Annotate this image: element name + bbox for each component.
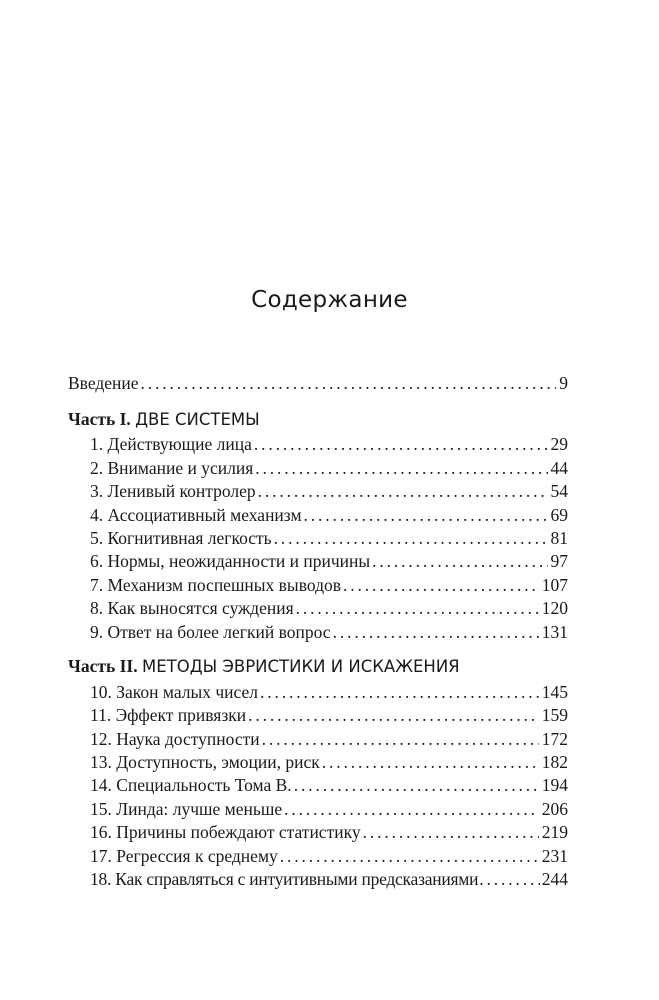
toc-entry-label: 4. Ассоциативный механизм: [90, 504, 302, 525]
dot-leader: [372, 550, 547, 573]
toc-entry-page: 54: [550, 481, 568, 502]
toc-entry-chapter[interactable]: [68, 527, 568, 550]
dot-leader: [280, 845, 539, 868]
toc-entry-page: 244: [541, 869, 568, 890]
dot-leader: [322, 751, 539, 774]
toc-entry-page: 206: [541, 798, 568, 819]
toc-entry-chapter[interactable]: [68, 550, 568, 573]
dot-leader: [262, 728, 539, 751]
toc-entry-chapter[interactable]: [68, 868, 568, 891]
dot-leader: [260, 681, 539, 704]
toc-entry-label: 17. Регрессия к среднему: [90, 845, 278, 866]
toc-entry-chapter[interactable]: [68, 728, 568, 751]
toc-entry-page: 9: [559, 373, 568, 393]
toc-entry-label: 16. Причины побеждают статистику: [90, 822, 361, 843]
toc-entry-page: 145: [541, 681, 568, 702]
toc-entry-label: 8. Как выносятся суждения: [90, 598, 294, 619]
toc-entry-page: 29: [550, 434, 568, 455]
toc-entry-label: 12. Наука доступности: [90, 728, 260, 749]
toc-entry-page: 194: [541, 775, 568, 796]
toc-entry-label: 14. Специальность Тома В.: [90, 775, 292, 796]
toc-entry-chapter[interactable]: [68, 504, 568, 527]
dot-leader: [255, 457, 547, 480]
dot-leader: [479, 868, 540, 891]
dot-leader: [294, 774, 539, 797]
part-heading-2: [68, 654, 568, 678]
toc-entry-chapter[interactable]: [68, 681, 568, 704]
part-title: МЕТОДЫ ЭВРИСТИКИ И ИСКАЖЕНИЯ: [141, 656, 460, 676]
toc-entry-page: 97: [550, 551, 568, 572]
toc-entry-page: 159: [541, 705, 568, 726]
toc-entry-intro[interactable]: [68, 372, 568, 395]
toc-entry-label: 1. Действующие лица: [90, 434, 252, 455]
toc-entry-page: 69: [550, 504, 568, 525]
toc-entry-chapter[interactable]: [68, 751, 568, 774]
toc-entry-label: 11. Эффект привязки: [90, 705, 247, 726]
toc-entry-chapter[interactable]: [68, 845, 568, 868]
dot-leader: [343, 574, 539, 597]
dot-leader: [284, 798, 539, 821]
toc-entry-page: 172: [541, 728, 568, 749]
toc-entry-page: 231: [541, 845, 568, 866]
toc-entry-page: 219: [541, 822, 568, 843]
toc-entry-chapter[interactable]: [68, 821, 568, 844]
toc-entry-page: 44: [550, 457, 568, 478]
toc-entry-chapter[interactable]: [68, 798, 568, 821]
dot-leader: [363, 821, 539, 844]
toc-entry-label: 5. Когнитивная легкость: [90, 527, 272, 548]
toc-entry-label: 2. Внимание и усилия: [90, 457, 254, 478]
toc-entry-label: 18. Как справляться с интуитивными предсказаниями: [90, 869, 479, 890]
toc-entry-chapter[interactable]: [68, 574, 568, 597]
toc-entry-chapter[interactable]: [68, 457, 568, 480]
toc-entry-page: 81: [550, 527, 568, 548]
dot-leader: [274, 527, 548, 550]
toc-entry-page: 120: [541, 598, 568, 619]
dot-leader: [141, 372, 557, 395]
toc-entry-label: 10. Закон малых чисел: [90, 681, 259, 702]
toc-entry-page: 182: [541, 752, 568, 773]
dot-leader: [258, 480, 548, 503]
toc-entry-chapter[interactable]: [68, 480, 568, 503]
toc-entry-label: 6. Нормы, неожиданности и причины: [90, 551, 371, 572]
table-of-contents: [68, 372, 568, 891]
part-title: ДВЕ СИСТЕМЫ: [135, 410, 260, 430]
dot-leader: [304, 504, 548, 527]
page-title: Содержание: [251, 287, 408, 313]
toc-entry-label: 7. Механизм поспешных выводов: [90, 574, 341, 595]
toc-entry-chapter[interactable]: [68, 621, 568, 644]
toc-entry-chapter[interactable]: [68, 597, 568, 620]
part-label: Часть I.: [68, 409, 131, 430]
dot-leader: [254, 433, 548, 456]
toc-entry-label: 3. Ленивый контролер: [90, 481, 256, 502]
toc-entry-page: 107: [541, 574, 568, 595]
toc-entry-label: 9. Ответ на более легкий вопрос: [90, 621, 331, 642]
dot-leader: [248, 704, 539, 727]
toc-entry-chapter[interactable]: [68, 704, 568, 727]
part-heading-1: [68, 407, 568, 431]
toc-entry-chapter[interactable]: [68, 433, 568, 456]
toc-entry-chapter[interactable]: [68, 774, 568, 797]
toc-entry-page: 131: [541, 621, 568, 642]
dot-leader: [296, 597, 539, 620]
toc-entry-label: 13. Доступность, эмоции, риск: [90, 752, 320, 773]
part-label: Часть II.: [68, 655, 138, 676]
dot-leader: [333, 621, 539, 644]
toc-entry-label: Введение: [68, 373, 139, 393]
toc-entry-label: 15. Линда: лучше меньше: [90, 798, 283, 819]
